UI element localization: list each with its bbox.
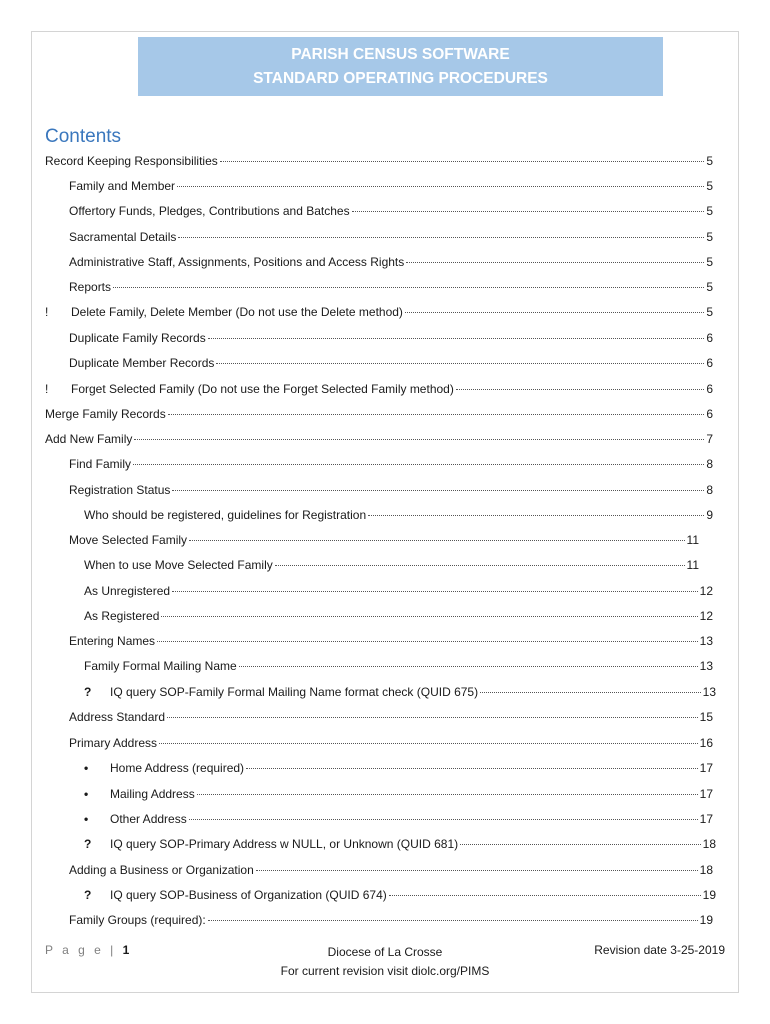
toc-entry[interactable] [84,837,716,857]
toc-entry-page: 5 [706,179,713,193]
contents-heading: Contents [45,126,122,147]
toc-entry[interactable] [84,609,713,629]
toc-entry-label: Administrative Staff, Assignments, Positions and Access Rights [69,255,405,269]
toc-leader-dots [161,616,697,617]
toc-leader-dots [133,464,704,465]
toc-leader-dots [405,312,704,313]
toc-leader-dots [177,186,704,187]
toc-entry-label: IQ query SOP-Primary Address w NULL, or Unknown (QUID 681) [110,837,459,851]
toc-entry-label: Sacramental Details [69,230,177,244]
toc-entry-label: Duplicate Family Records [69,331,206,345]
toc-leader-dots [368,515,704,516]
toc-entry[interactable] [69,179,713,199]
toc-entry-label: Primary Address [69,736,158,750]
toc-entry[interactable] [69,533,699,553]
toc-entry-page: 18 [702,837,716,851]
toc-entry-label: Record Keeping Responsibilities [45,154,218,168]
toc-entry[interactable] [69,230,713,250]
toc-entry-page: 18 [699,863,713,877]
toc-entry[interactable] [45,432,713,452]
bullet-icon: • [84,787,89,801]
toc-leader-dots [275,565,685,566]
toc-entry-page: 6 [706,356,713,370]
toc-entry-page: 8 [706,483,713,497]
toc-leader-dots [189,819,698,820]
footer-diocese: Diocese of La Crosse [327,945,443,959]
toc-leader-dots [220,161,705,162]
toc-leader-dots [172,490,704,491]
toc-entry-page: 17 [699,787,713,801]
toc-entry-page: 11 [686,558,699,572]
toc-entry[interactable] [69,331,713,351]
page-number: 1 [122,943,130,957]
toc-entry-page: 6 [706,382,713,396]
toc-entry-label: Duplicate Member Records [69,356,215,370]
toc-entry[interactable] [69,634,713,654]
toc-entry[interactable] [69,913,713,933]
toc-entry-label: Family Groups (required): [69,913,206,927]
toc-entry-label: Registration Status [69,483,171,497]
toc-entry-label: IQ query SOP-Family Formal Mailing Name format check (QUID 675) [110,685,479,699]
toc-entry-page: 13 [699,634,713,648]
toc-entry-page: 6 [706,331,713,345]
toc-entry-label: Who should be registered, guidelines for Registration [84,508,367,522]
toc-entry-label: IQ query SOP-Business of Organization (QUID 674) [110,888,387,902]
toc-entry[interactable] [69,255,713,275]
revision-date: Revision date 3-25-2019 [594,943,725,957]
toc-entry-page: 7 [706,432,713,446]
bullet-icon: • [84,812,89,826]
toc-entry[interactable] [84,888,716,908]
toc-entry-page: 12 [699,609,713,623]
toc-entry-label: As Unregistered [84,584,171,598]
toc-entry[interactable] [69,280,713,300]
toc-leader-dots [159,743,698,744]
toc-leader-dots [406,262,704,263]
bullet-icon: • [84,761,89,775]
toc-entry[interactable] [69,457,713,477]
toc-entry-label: Offertory Funds, Pledges, Contributions and Batches [69,204,350,218]
toc-entry-page: 13 [702,685,716,699]
toc-entry-page: 8 [706,457,713,471]
toc-leader-dots [172,591,698,592]
toc-entry[interactable] [45,154,713,174]
toc-leader-dots [216,363,704,364]
toc-entry[interactable] [69,483,713,503]
toc-entry-label: Reports [69,280,112,294]
toc-entry-page: 15 [699,710,713,724]
toc-leader-dots [113,287,704,288]
toc-entry[interactable] [84,558,699,578]
question-icon: ? [84,837,92,851]
toc-entry-label: Forget Selected Family (Do not use the Forget Selected Family method) [71,382,454,396]
footer-revision-link: For current revision visit diolc.org/PIMS [280,964,490,978]
toc-leader-dots [197,794,698,795]
toc-entry-page: 13 [699,659,713,673]
toc-entry-page: 9 [706,508,713,522]
toc-entry[interactable] [84,812,713,832]
toc-entry-page: 17 [699,812,713,826]
toc-entry-label: As Registered [84,609,160,623]
toc-entry[interactable] [84,761,713,781]
toc-entry-label: When to use Move Selected Family [84,558,273,572]
toc-entry[interactable] [84,508,713,528]
toc-entry-label: Other Address [110,812,187,826]
toc-leader-dots [189,540,684,541]
warning-icon: ! [45,382,49,396]
toc-leader-dots [256,870,698,871]
toc-entry-label: Family Formal Mailing Name [84,659,237,673]
toc-entry-page: 11 [686,533,699,547]
toc-entry-page: 5 [706,154,713,168]
toc-leader-dots [239,666,698,667]
toc-leader-dots [389,895,701,896]
toc-entry-label: Move Selected Family [69,533,188,547]
toc-entry-label: Add New Family [45,432,133,446]
toc-entry-label: Entering Names [69,634,156,648]
toc-entry-label: Mailing Address [110,787,195,801]
toc-leader-dots [208,920,698,921]
toc-leader-dots [167,717,698,718]
toc-entry-label: Merge Family Records [45,407,166,421]
toc-entry[interactable] [69,204,713,224]
toc-entry-page: 17 [699,761,713,775]
toc-entry[interactable] [45,305,713,325]
toc-entry[interactable] [45,382,713,402]
warning-icon: ! [45,305,49,319]
toc-entry-label: Delete Family, Delete Member (Do not use the Delete method) [71,305,403,319]
toc-leader-dots [480,692,701,693]
toc-entry[interactable] [84,787,713,807]
toc-entry-page: 5 [706,280,713,294]
toc-entry[interactable] [69,863,713,883]
toc-leader-dots [208,338,705,339]
toc-leader-dots [134,439,704,440]
toc-entry[interactable] [84,685,716,705]
toc-entry[interactable] [69,356,713,376]
toc-leader-dots [352,211,705,212]
toc-entry-page: 5 [706,255,713,269]
toc-entry[interactable] [84,584,713,604]
toc-entry-page: 5 [706,204,713,218]
toc-entry[interactable] [69,710,713,730]
toc-leader-dots [246,768,698,769]
toc-entry-page: 19 [699,913,713,927]
toc-entry-label: Address Standard [69,710,166,724]
toc-leader-dots [157,641,698,642]
toc-entry[interactable] [69,736,713,756]
toc-entry-page: 5 [706,305,713,319]
toc-leader-dots [168,414,705,415]
toc-leader-dots [460,844,701,845]
toc-entry[interactable] [45,407,713,427]
question-icon: ? [84,685,92,699]
title-banner [138,37,663,96]
toc-entry-label: Family and Member [69,179,176,193]
toc-leader-dots [178,237,704,238]
page-label: P a g e | 1 [45,943,130,957]
toc-entry-page: 5 [706,230,713,244]
toc-entry-label: Find Family [69,457,132,471]
toc-leader-dots [456,389,704,390]
toc-entry-page: 12 [699,584,713,598]
toc-entry-label: Adding a Business or Organization [69,863,254,877]
toc-entry[interactable] [84,659,713,679]
title-line-2: STANDARD OPERATING PROCEDURES [253,70,548,87]
question-icon: ? [84,888,92,902]
toc-entry-page: 19 [702,888,716,902]
toc-entry-page: 16 [699,736,713,750]
title-line-1: PARISH CENSUS SOFTWARE [291,46,510,63]
footer-center [260,943,510,981]
toc-entry-label: Home Address (required) [110,761,245,775]
toc-entry-page: 6 [706,407,713,421]
